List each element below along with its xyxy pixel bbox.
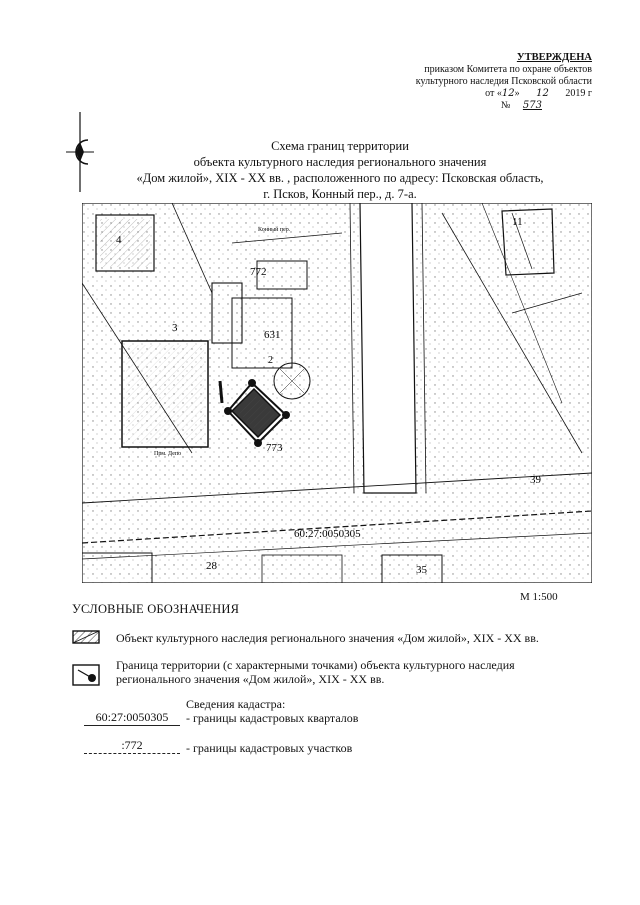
cadastre-title: Сведения кадастра: <box>186 697 286 711</box>
quarter-text: - границы кадастровых кварталов <box>186 711 359 725</box>
map-label-street: Конный пер. <box>258 227 291 233</box>
cadastral-map <box>82 203 592 583</box>
map-label-39: 39 <box>530 474 541 486</box>
legend-boundary-line2: регионального значения «Дом жилой», XIX - XX вв. <box>116 672 385 686</box>
map-label-35: 35 <box>416 564 427 576</box>
map-scale: М 1:500 <box>520 591 558 603</box>
object-hatch-icon <box>72 630 100 644</box>
approval-title: УТВЕРЖДЕНА <box>516 52 592 63</box>
road-band <box>360 203 416 493</box>
map-label-11: 11 <box>512 216 523 228</box>
approval-order-line: приказом Комитета по охране объектов <box>424 64 592 75</box>
approval-number: № 573 <box>500 100 542 111</box>
map-label-28: 28 <box>206 560 217 572</box>
approval-date: от «12» 12 2019 г <box>485 88 592 99</box>
scheme-title: Схема границ территории объекта культурного наследия регионального значения «Дом жилой», XIX - XX вв. , расположенного по адресу: Псковская область, г. Псков, Конный пер., д. 7-а. <box>136 139 544 201</box>
approval-month: 12 <box>536 88 549 99</box>
map-label-quarter: 60:27:0050305 <box>294 528 361 540</box>
map-label-building: Прм. Депо <box>154 451 182 457</box>
map-label-2: 2 <box>268 355 273 366</box>
map-label-773: 773 <box>266 442 283 454</box>
map-label-4: 4 <box>116 234 122 246</box>
approval-authority-line: культурного наследия Псковской области <box>415 76 592 87</box>
approval-block <box>392 52 592 112</box>
quarter-code: 60:27:0050305 <box>84 710 180 726</box>
legend-object-text: Объект культурного наследия регионального значения «Дом жилой», XIX - XX вв. <box>116 631 539 645</box>
legend-title: УСЛОВНЫЕ ОБОЗНАЧЕНИЯ <box>72 602 240 616</box>
parcel-code: :772 <box>84 738 180 754</box>
parcel-text: - границы кадастровых участков <box>186 741 353 755</box>
approval-day: 12 <box>501 88 515 99</box>
map-label-631: 631 <box>264 329 281 341</box>
map-label-3: 3 <box>172 322 178 334</box>
map-label-772: 772 <box>250 266 267 278</box>
legend-boundary-line1: Граница территории (с характерными точками) объекта культурного наследия <box>116 658 515 672</box>
boundary-point-icon <box>72 664 100 686</box>
